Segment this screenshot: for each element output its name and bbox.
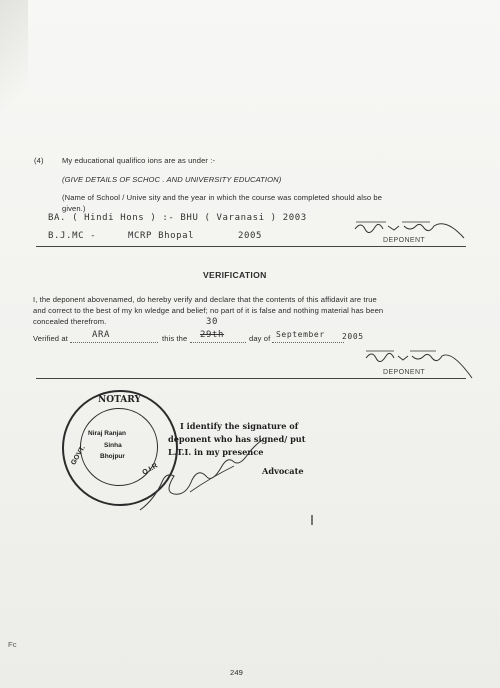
verification-heading: VERIFICATION <box>203 270 267 280</box>
corner-mark: Fc <box>8 640 17 649</box>
verification-para-3: concealed therefrom. <box>33 317 107 326</box>
this-the-label: this the <box>162 334 188 343</box>
verified-at-value: ARA <box>92 330 111 340</box>
verification-rule <box>36 378 466 379</box>
stamp-name: Niraj Ranjan <box>88 430 126 437</box>
stamp-district: Bhojpur <box>100 453 125 460</box>
instruction-line-2: given.) <box>62 204 86 213</box>
deponent-label-2: DEPONENT <box>383 369 426 376</box>
verification-para-1: I, the deponent abovenamed, do hereby verify and declare that the contents of this affidavit are true <box>33 295 377 304</box>
section4-rule <box>36 246 466 247</box>
deponent-label-1: DEPONENT <box>383 237 426 244</box>
stamp-name-2: Sinha <box>104 442 122 449</box>
education-entry-1: BA. ( Hindi Hons ) :- BHU ( Varanasi ) 2003 <box>48 213 307 223</box>
notary-signature <box>130 440 280 520</box>
qualifications-line: My educational qualifico ions are as under :- <box>62 156 216 165</box>
notary-note-4: Advocate <box>262 466 304 476</box>
stamp-ring-right: O.I.R <box>141 462 159 477</box>
page-number: 249 <box>230 668 243 677</box>
education-entry-2c: 2005 <box>238 231 263 241</box>
scan-mark <box>311 515 313 525</box>
education-instruction: (GIVE DETAILS OF SCHOC . AND UNIVERSITY EDUCATION) <box>62 175 282 184</box>
scan-shadow <box>0 0 28 140</box>
year-value: 2005 <box>342 332 364 341</box>
notary-note-1: I identify the signature of <box>180 421 299 431</box>
month-value: September <box>276 330 325 339</box>
notary-note-2: deponent who has signed/ put <box>168 434 306 444</box>
stamp-ring-left: GOVT. <box>70 444 87 467</box>
stamp-ring-top: NOTARY <box>98 395 141 405</box>
education-entry-2b: MCRP Bhopal <box>128 231 195 241</box>
day-value: 30 <box>206 317 219 327</box>
instruction-line-1: (Name of School / Unive sity and the year in which the course was completed should also be <box>62 193 383 202</box>
education-entry-2a: B.J.MC - <box>48 231 97 241</box>
day-value-struck: 29th <box>200 330 225 340</box>
section-number: (4) <box>34 156 44 165</box>
day-of-label: day of <box>249 334 271 343</box>
verification-para-2: and correct to the best of my kn wledge and belief; no part of it is false and nothing material has been <box>33 306 384 315</box>
notary-note-3: L.T.I. in my presence <box>168 447 264 457</box>
verified-at-label: Verified at <box>33 334 68 343</box>
